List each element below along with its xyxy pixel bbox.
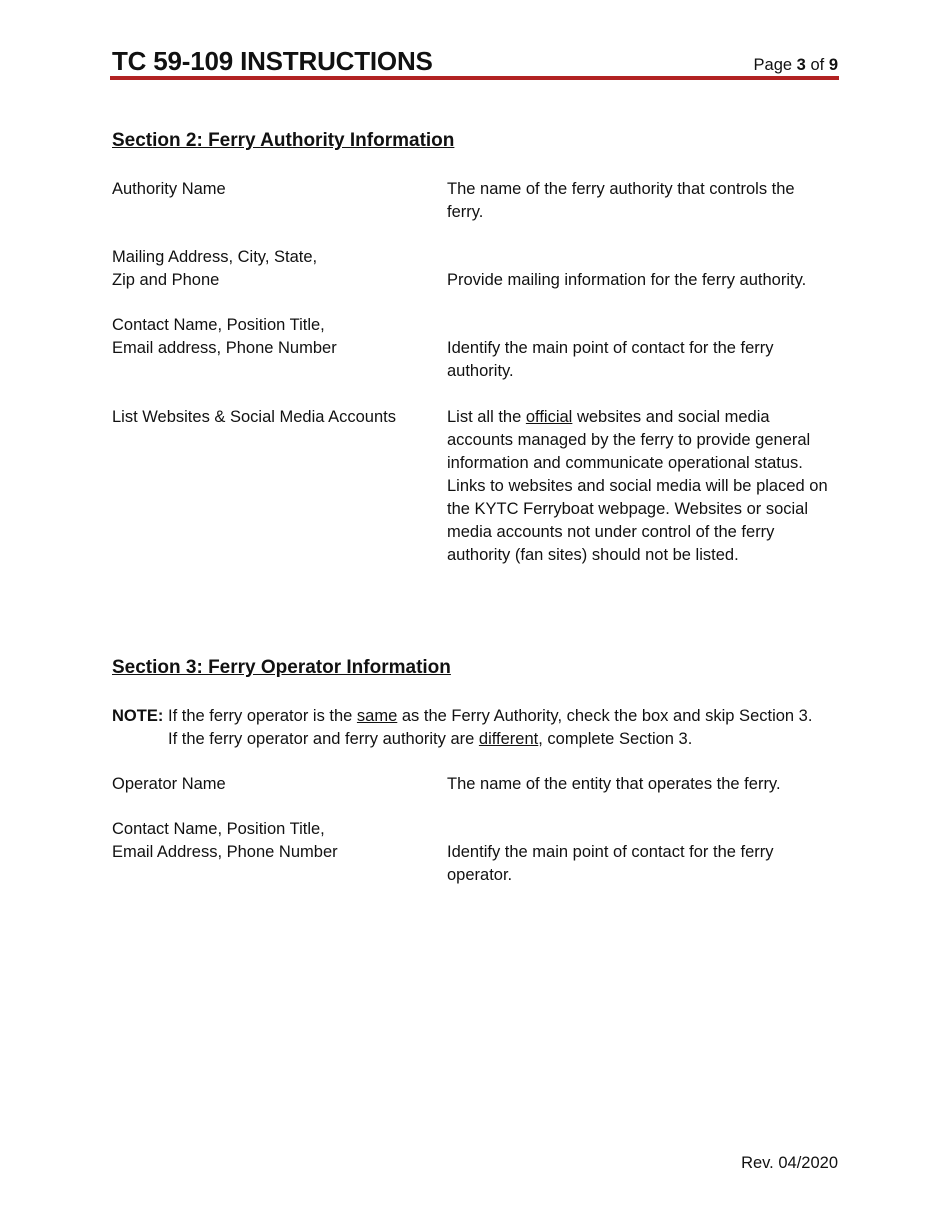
note-line2-post: , complete Section 3. [538, 730, 693, 748]
note-block [112, 705, 852, 751]
note-line1-pre: If the ferry operator is the [168, 707, 357, 725]
description-line: accounts managed by the ferry to provide general [447, 431, 811, 449]
operator-name-description: The name of the entity that operates the ferry. [447, 775, 781, 793]
description-line: media accounts not under control of the ferry [447, 523, 775, 541]
revision-date: Rev. 04/2020 [741, 1154, 838, 1172]
authority-contact-description [447, 337, 842, 383]
label-line: Contact Name, Position Title, [112, 316, 325, 334]
page-current: 3 [796, 56, 806, 74]
mailing-address-label [112, 246, 432, 292]
note-line [168, 705, 852, 728]
operator-contact-label [112, 818, 432, 864]
note-line [168, 728, 852, 751]
operator-name-label: Operator Name [112, 775, 226, 793]
authority-name-label: Authority Name [112, 180, 226, 198]
label-line: Email address, Phone Number [112, 339, 337, 357]
page-total: 9 [828, 56, 838, 74]
description-line: Identify the main point of contact for the ferry [447, 339, 774, 357]
websites-desc-post: websites and social media [572, 408, 770, 426]
description-line: Links to websites and social media will be placed on [447, 477, 828, 495]
websites-label: List Websites & Social Media Accounts [112, 408, 396, 426]
label-line: Contact Name, Position Title, [112, 820, 325, 838]
note-line1-same: same [356, 707, 398, 725]
label-line: Email Address, Phone Number [112, 843, 338, 861]
note-line2-pre: If the ferry operator and ferry authority are [168, 730, 479, 748]
description-line [447, 406, 842, 429]
description-line: information and communicate operational status. [447, 454, 803, 472]
websites-desc-official: official [525, 408, 573, 426]
description-line: The name of the ferry authority that controls the [447, 180, 795, 198]
note-text [168, 705, 852, 751]
description-line: authority. [447, 362, 514, 380]
note-label: NOTE: [112, 707, 164, 725]
websites-desc-pre: List all the [447, 408, 526, 426]
description-line: operator. [447, 866, 513, 884]
page-prefix: Page [753, 56, 793, 74]
document-title: TC 59-109 INSTRUCTIONS [112, 46, 433, 76]
description-line: authority (fan sites) should not be listed. [447, 546, 739, 564]
websites-description [447, 406, 842, 567]
description-line: the KYTC Ferryboat webpage. Websites or social [447, 500, 809, 518]
label-line: Zip and Phone [112, 271, 220, 289]
page-of: of [810, 56, 825, 74]
header-rule [110, 76, 839, 80]
description-line: Identify the main point of contact for the ferry [447, 843, 774, 861]
section-2-heading: Section 2: Ferry Authority Information [112, 130, 455, 151]
description-line: ferry. [447, 203, 484, 221]
section-3-heading: Section 3: Ferry Operator Information [112, 657, 451, 678]
authority-name-description [447, 178, 842, 224]
page-indicator [754, 54, 838, 77]
authority-contact-label [112, 314, 432, 360]
mailing-address-description: Provide mailing information for the ferry authority. [447, 271, 807, 289]
note-line1-post: as the Ferry Authority, check the box and skip Section 3. [397, 707, 813, 725]
operator-contact-description [447, 841, 842, 887]
label-line: Mailing Address, City, State, [112, 248, 318, 266]
note-line2-different: different [478, 730, 539, 748]
